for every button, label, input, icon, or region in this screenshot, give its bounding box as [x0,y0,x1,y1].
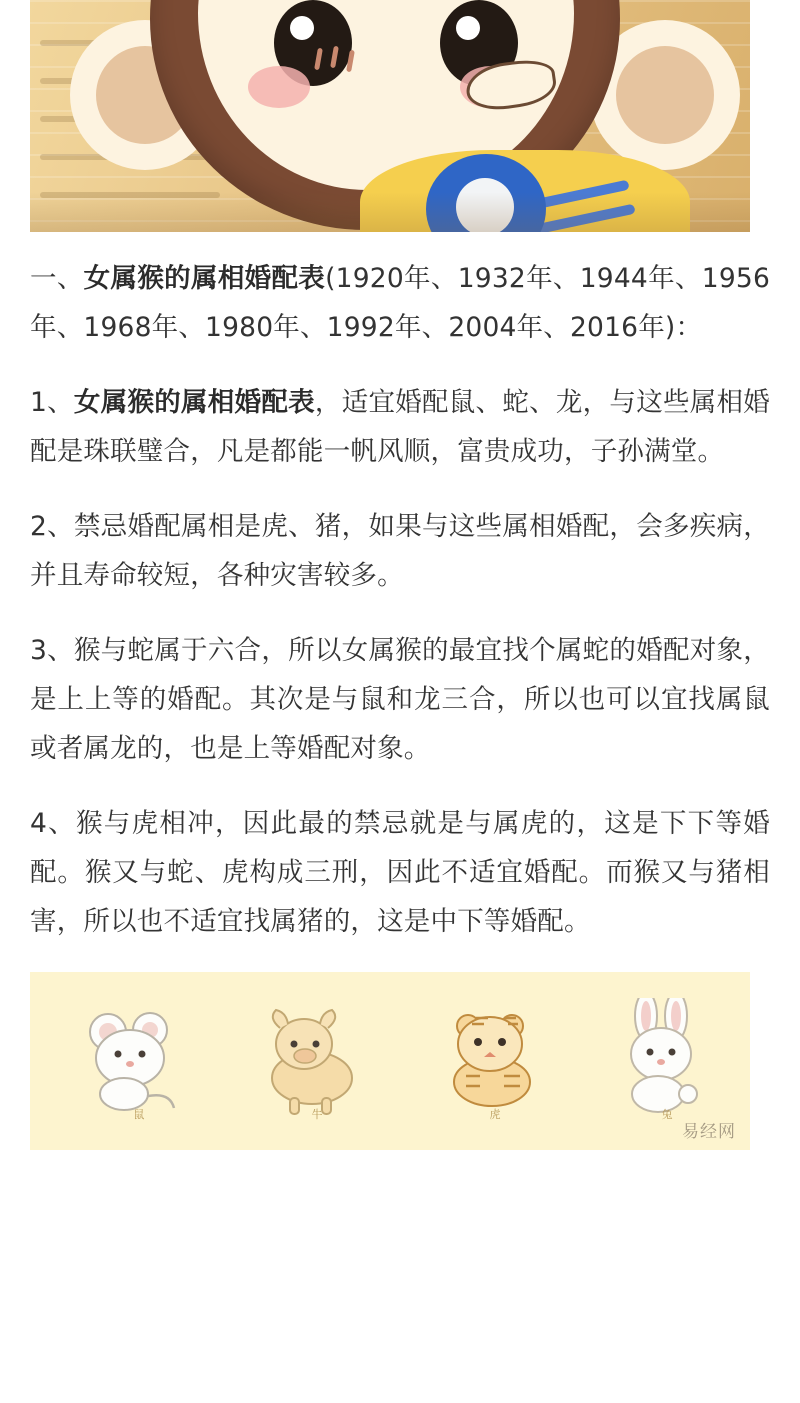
zodiac-tiger-figure [420,998,570,1124]
heading-years: (1920年、1932年、1944年、1956年、1968年、1980年、1992年、2004年、2016年)： [30,263,771,344]
heading-bold-term: 女属猴的属相婚配表 [83,263,326,294]
zodiac-rabbit-figure [592,998,742,1124]
zodiac-rat-figure [64,998,214,1124]
monkey-freckles [316,46,372,86]
paragraph-item-1 [30,378,770,476]
hero-shadow [30,192,750,232]
site-watermark: 易经网 [682,1122,736,1143]
eye-shine [290,16,314,40]
zodiac-ox-figure [242,998,392,1124]
article-body [0,232,800,946]
ear-inner [616,46,714,144]
zodiac-rabbit-label: 兔 [661,1108,673,1122]
item-1-prefix: 1、 [30,387,74,419]
zodiac-rat-label: 鼠 [133,1108,145,1122]
zodiac-ox-label: 牛 [311,1108,323,1122]
paragraph-item-2: 2、禁忌婚配属相是虎、猪，如果与这些属相婚配，会多疾病，并且寿命较短，各种灾害较多。 [30,511,770,592]
heading-prefix: 一、 [30,263,84,294]
eye-shine [456,16,480,40]
zodiac-tiger-label: 虎 [489,1108,501,1122]
paragraph-item-4: 4、猴与虎相冲，因此最的禁忌就是与属虎的，这是下下等婚配。猴又与蛇、虎构成三刑，因此不适宜婚配。而猴又与猪相害，所以也不适宜找属猪的，这是中下等婚配。 [30,808,770,938]
zodiac-illustration-strip [30,972,750,1150]
monkey-cheek-left [248,66,310,108]
item-1-bold-term: 女属猴的属相婚配表 [73,387,315,419]
paragraph-item-3: 3、猴与蛇属于六合，所以女属猴的最宜找个属蛇的婚配对象，是上上等的婚配。其次是与鼠和龙三合，所以也可以宜找属鼠或者属龙的，也是上等婚配对象。 [30,635,770,765]
hero-image [30,0,750,232]
section-heading [30,254,770,352]
item-1-text: ，适宜婚配鼠、蛇、龙，与这些属相婚配是珠联璧合，凡是都能一帆风顺，富贵成功，子孙满堂。 [30,387,771,468]
